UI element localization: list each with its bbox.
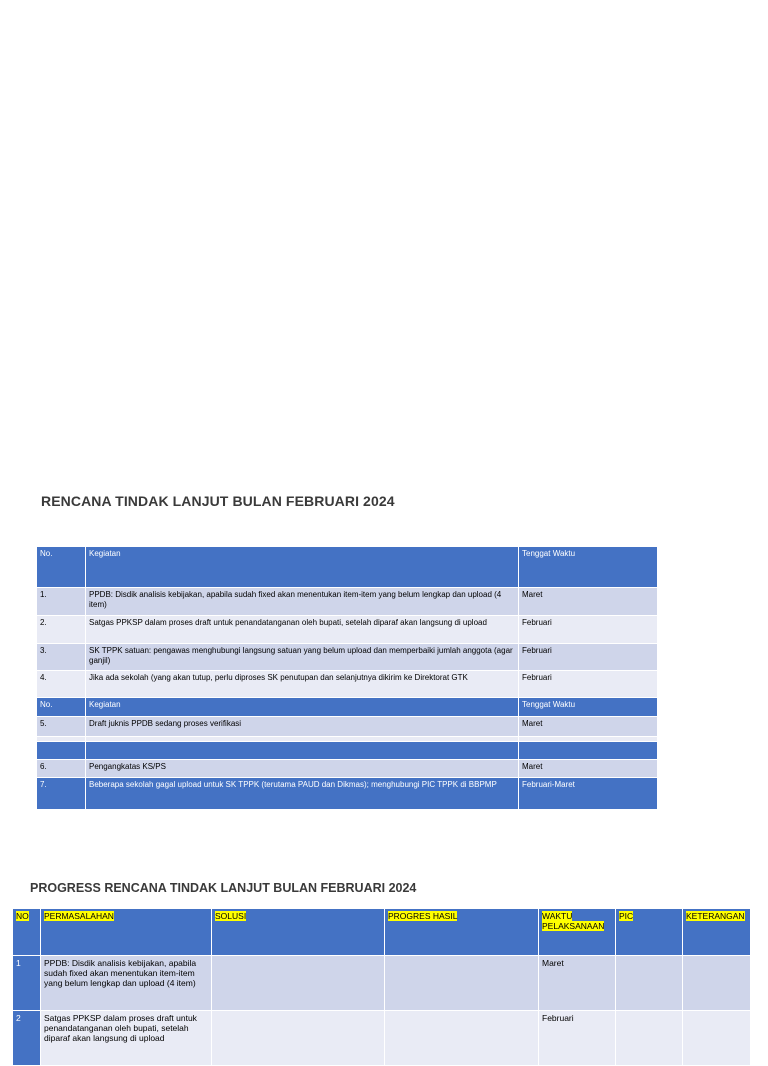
row-tenggat: Maret	[519, 588, 658, 616]
header-solusi: SOLUSI	[212, 909, 385, 956]
header-no: NO	[13, 909, 41, 956]
table-row	[13, 956, 751, 1011]
row-waktu: Maret	[539, 956, 616, 1011]
header-kegiatan: Kegiatan	[86, 698, 519, 717]
row-no: 2	[13, 1011, 41, 1066]
row-no: 3.	[37, 644, 86, 671]
blank-header-row	[37, 742, 658, 760]
row-tenggat: Maret	[519, 760, 658, 778]
rencana-tindak-lanjut-table	[36, 546, 658, 810]
table-row-highlighted	[37, 778, 658, 810]
row-no: 2.	[37, 616, 86, 644]
row-pic	[616, 1011, 683, 1066]
header-tenggat: Tenggat Waktu	[519, 547, 658, 588]
table-row	[37, 760, 658, 778]
table-row	[37, 588, 658, 616]
row-kegiatan: Draft juknis PPDB sedang proses verifikasi	[86, 717, 519, 737]
row-kegiatan: PPDB: Disdik analisis kebijakan, apabila sudah fixed akan menentukan item-item yang belum lengkap dan upload (4 item)	[86, 588, 519, 616]
row-permasalahan: PPDB: Disdik analisis kebijakan, apabila sudah fixed akan menentukan item-item yang belum lengkap dan upload (4 item)	[41, 956, 212, 1011]
header-waktu: WAKTU PELAKSANAAN	[539, 909, 616, 956]
table-row	[37, 644, 658, 671]
row-no: 1.	[37, 588, 86, 616]
table-header-row	[37, 698, 658, 717]
table-row	[37, 671, 658, 698]
row-kegiatan: SK TPPK satuan: pengawas menghubungi langsung satuan yang belum upload dan memperbaiki jumlah anggota (agar ganjil)	[86, 644, 519, 671]
progress-table	[12, 908, 751, 1066]
row-progres	[385, 956, 539, 1011]
table-row	[37, 717, 658, 737]
section2-title: PROGRESS RENCANA TINDAK LANJUT BULAN FEBRUARI 2024	[30, 881, 417, 895]
header-keterangan: KETERANGAN	[683, 909, 751, 956]
row-tenggat: Februari-Maret	[519, 778, 658, 810]
header-permasalahan: PERMASALAHAN	[41, 909, 212, 956]
table-header-row	[13, 909, 751, 956]
row-kegiatan: Jika ada sekolah (yang akan tutup, perlu diproses SK penutupan dan selanjutnya dikirim ke Direktorat GTK	[86, 671, 519, 698]
header-kegiatan: Kegiatan	[86, 547, 519, 588]
header-no: No.	[37, 698, 86, 717]
row-pic	[616, 956, 683, 1011]
row-tenggat: Februari	[519, 671, 658, 698]
row-no: 1	[13, 956, 41, 1011]
table-header-row	[37, 547, 658, 588]
header-no: No.	[37, 547, 86, 588]
row-kegiatan: Beberapa sekolah gagal upload untuk SK TPPK (terutama PAUD dan Dikmas); menghubungi PIC TPPK di BBPMP	[86, 778, 519, 810]
row-no: 4.	[37, 671, 86, 698]
row-tenggat: Februari	[519, 644, 658, 671]
row-no: 6.	[37, 760, 86, 778]
row-keterangan	[683, 1011, 751, 1066]
header-pic: PIC	[616, 909, 683, 956]
row-solusi	[212, 1011, 385, 1066]
row-kegiatan: Pengangkatas KS/PS	[86, 760, 519, 778]
row-progres	[385, 1011, 539, 1066]
row-kegiatan: Satgas PPKSP dalam proses draft untuk penandatanganan oleh bupati, setelah diparaf akan langsung di upload	[86, 616, 519, 644]
section1-title: RENCANA TINDAK LANJUT BULAN FEBRUARI 2024	[41, 493, 395, 509]
row-permasalahan: Satgas PPKSP dalam proses draft untuk penandatanganan oleh bupati, setelah diparaf akan langsung di upload	[41, 1011, 212, 1066]
row-tenggat: Februari	[519, 616, 658, 644]
row-solusi	[212, 956, 385, 1011]
table-row	[37, 616, 658, 644]
row-no: 5.	[37, 717, 86, 737]
header-progres: PROGRES HASIL	[385, 909, 539, 956]
header-tenggat: Tenggat Waktu	[519, 698, 658, 717]
row-tenggat: Maret	[519, 717, 658, 737]
row-waktu: Februari	[539, 1011, 616, 1066]
row-keterangan	[683, 956, 751, 1011]
table-row	[13, 1011, 751, 1066]
row-no: 7.	[37, 778, 86, 810]
